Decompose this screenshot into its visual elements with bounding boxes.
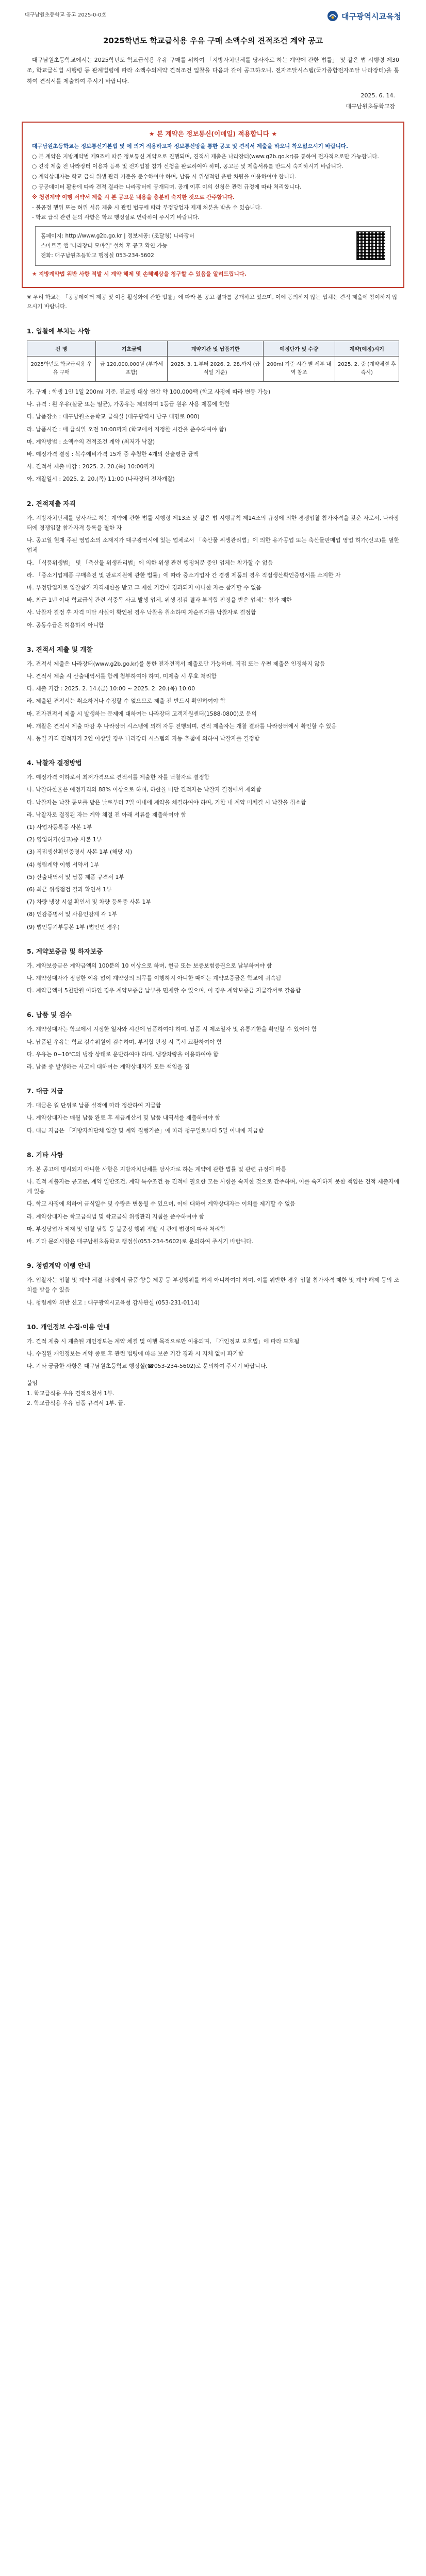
table-header: 계약(예정)시기 (335, 341, 399, 357)
list-item: 가. 입찰자는 입찰 및 계약 체결 과정에서 금품·향응 제공 등 부정행위를 하지 아니하여야 하며, 이를 위반한 경우 입찰 참가자격 제한 및 계약 해제 등의 조치를 받을 수 있음 (27, 1277, 399, 1294)
attachments-block (0, 1378, 426, 1408)
list-item: 나. 규격 : 흰 우유(살균 또는 멸균), 가공유는 제외하며 1등급 원유 사용 제품에 한함 (27, 401, 230, 408)
list-item: 나. 수집된 개인정보는 계약 종료 후 관련 법령에 따른 보존 기간 경과 시 지체 없이 파기함 (27, 1350, 243, 1358)
section-heading: 3. 견적서 제출 및 개찰 (27, 645, 93, 653)
list-item: 나. 계약상대자는 매월 납품 완료 후 세금계산서 및 납품 내역서를 제출하여야 함 (27, 1114, 220, 1122)
table-cell: 2025. 3. 1.부터 2026. 2. 28.까지 (급식일 기준) (168, 357, 263, 382)
page-title: 2025학년도 학교급식용 우유 구매 소액수의 견적조건 계약 공고 (103, 36, 323, 45)
list-item: 가. 본 공고에 명시되지 아니한 사항은 지방자치단체를 당사자로 하는 계약에 관한 법률 및 관련 규정에 따름 (27, 1165, 287, 1173)
list-item: 사. 견적서 제출 마감 : 2025. 2. 20.(목) 10:00까지 (27, 463, 155, 470)
table-cell: 2025학년도 학교급식용 우유 구매 (27, 357, 96, 382)
list-item: 라. 제출된 견적서는 취소하거나 수정할 수 없으므로 제출 전 반드시 확인하여야 함 (27, 698, 226, 705)
list-item: 가. 계약상대자는 학교에서 지정한 일자와 시간에 납품하여야 하며, 납품 시 제조일자 및 유통기한을 확인할 수 있어야 함 (27, 1026, 317, 1033)
list-item: (8) 인감증명서 및 사용인감계 각 1부 (27, 911, 117, 918)
contact-subbox (35, 226, 391, 265)
list-item: 나. 납품된 우유는 학교 검수위원이 검수하며, 부적합 판정 시 즉시 교환하여야 함 (27, 1038, 222, 1045)
list-item: 다. 학교 사정에 의하여 급식일수 및 수량은 변동될 수 있으며, 이에 대하여 계약상대자는 이의를 제기할 수 없음 (27, 1200, 296, 1208)
contact-line[interactable]: 홈페이지: http://www.g2b.go.kr | 정보제공: (조달청) 나라장터 (41, 233, 194, 240)
notice-box (22, 122, 404, 289)
table-header: 예정단가 및 수량 (263, 341, 335, 357)
notice-line: ○ 계약상대자는 학교 급식 위생 관리 기준을 준수하여야 하며, 납품 시 위생적인 운반 차량을 이용하여야 합니다. (32, 174, 297, 180)
list-item: 마. 전자견적서 제출 시 발생하는 문제에 대하여는 나라장터 고객지원센터(1588-0800)로 문의 (27, 710, 257, 717)
section-1 (0, 326, 426, 484)
section-8 (0, 1150, 426, 1246)
list-item: 나. 계약상대자가 정당한 이유 없이 계약상의 의무를 이행하지 아니한 때에는 계약보증금은 학교에 귀속됨 (27, 974, 282, 981)
list-item: 가. 견적서 제출은 나라장터(www.g2b.go.kr)를 통한 전자견적서 제출로만 가능하며, 직접 또는 우편 제출은 인정하지 않음 (27, 660, 325, 667)
list-item: 나. 청렴계약 위반 신고 : 대구광역시교육청 감사관실 (053-231-0114) (27, 1299, 200, 1306)
list-item: 바. 예정가격 결정 : 복수예비가격 15개 중 추첨한 4개의 산술평균 금액 (27, 451, 199, 458)
table-cell: 금 120,000,000원 (부가세 포함) (95, 357, 168, 382)
education-office-logo (327, 10, 401, 22)
list-item: (1) 사업자등록증 사본 1부 (27, 823, 92, 831)
list-item: 라. 계약상대자는 학교급식법 및 학교급식 위생관리 지침을 준수하여야 함 (27, 1213, 204, 1220)
list-item: 나. 낙찰하한율은 예정가격의 88% 이상으로 하며, 하한율 미만 견적자는 낙찰자 결정에서 제외함 (27, 786, 261, 793)
contact-line: 전화: 대구남원초등학교 행정실 053-234-5602 (41, 252, 154, 259)
list-item: 다. 제출 기간 : 2025. 2. 14.(금) 10:00 ~ 2025. 2. 20.(목) 10:00 (27, 685, 195, 692)
attachments-title: 붙임 (27, 1380, 38, 1387)
attachment-item[interactable]: 1. 학교급식용 우유 견적요청서 1부. (27, 1389, 114, 1397)
bid-item-table (27, 341, 399, 382)
attachment-item[interactable]: 2. 학교급식용 우유 납품 규격서 1부. 끝. (27, 1400, 125, 1407)
table-header: 건 명 (27, 341, 96, 357)
list-item: 사. 낙찰자 결정 후 자격 미달 사실이 확인될 경우 낙찰을 취소하며 차순위자를 낙찰자로 결정함 (27, 609, 256, 616)
list-item: 바. 개찰은 견적서 제출 마감 후 나라장터 시스템에 의해 자동 진행되며, 견적 제출자는 개찰 결과를 나라장터에서 확인할 수 있음 (27, 722, 337, 730)
list-item: 다. 「식품위생법」 및 「축산물 위생관리법」에 의한 위생 관련 행정처분 중인 업체는 참가할 수 없음 (27, 559, 273, 566)
section-3 (0, 645, 426, 743)
section-9 (0, 1261, 426, 1308)
section-5 (0, 946, 426, 996)
notice-line: - 학교 급식 관련 문의 사항은 학교 행정실로 연락하여 주시기 바랍니다. (32, 214, 200, 221)
section-10 (0, 1322, 426, 1371)
list-item: 라. 「중소기업제품 구매촉진 및 판로지원에 관한 법률」에 따라 중소기업자 간 경쟁 제품의 경우 직접생산확인증명서를 소지한 자 (27, 571, 341, 579)
signature-date: 2025. 6. 14. (361, 92, 395, 99)
notice-line: 대구남원초등학교는 정보통신기본법 및 에 의거 적용하고자 정보통신망을 통한 공고 및 견적서 제출을 하오니 착오없으시기 바랍니다. (32, 143, 349, 149)
list-item: (5) 산출내역서 및 납품 제품 규격서 1부 (27, 873, 124, 880)
notice-line: ○ 본 계약은 지방계약법 제9조에 따른 정보통신 계약으로 진행되며, 견적서 제출은 나라장터(www.g2b.go.kr)를 통하여 전자적으로만 가능합니다. (32, 153, 379, 160)
list-item: 다. 계약금액이 5천만원 이하인 경우 계약보증금 납부를 면제할 수 있으며, 이 경우 계약보증금 지급각서로 갈음함 (27, 987, 301, 994)
list-item: (4) 청렴계약 이행 서약서 1부 (27, 861, 100, 868)
list-item: (2) 영업허가(신고)증 사본 1부 (27, 836, 102, 843)
table-header-row (27, 341, 399, 357)
list-item: 아. 공동수급은 허용하지 아니함 (27, 621, 104, 629)
list-item: 바. 최근 1년 이내 학교급식 관련 식중독 사고 발생 업체, 위생 점검 결과 부적합 판정을 받은 업체는 참가 제한 (27, 597, 292, 604)
list-item: 라. 납품시간 : 매 급식일 오전 10:00까지 (학교에서 지정한 시간을 준수하여야 함) (27, 426, 226, 433)
section-heading: 7. 대금 지급 (27, 1087, 63, 1095)
contact-line: 스마트폰 앱 '나라장터 모바일' 설치 후 공고 확인 가능 (41, 242, 168, 249)
section-heading: 4. 낙찰자 결정방법 (27, 759, 82, 767)
section-2 (0, 499, 426, 630)
list-item: 사. 동일 가격 견적자가 2인 이상일 경우 나라장터 시스템의 자동 추첨에 의하여 낙찰자를 결정함 (27, 735, 260, 742)
list-item: 라. 낙찰자로 결정된 자는 계약 체결 전 아래 서류를 제출하여야 함 (27, 811, 186, 818)
list-item: 가. 지방자치단체를 당사자로 하는 계약에 관한 법률 시행령 제13조 및 같은 법 시행규칙 제14조의 규정에 의한 경쟁입찰 참가자격을 갖춘 자로서, 나라장터에 경쟁입찰 참가자격 등록을 필한 자 (27, 514, 399, 531)
section-7 (0, 1086, 426, 1136)
table-header: 계약기간 및 납품기한 (168, 341, 263, 357)
notice-line: ★ 지방계약법 위반 사항 적발 시 계약 해제 및 손해배상을 청구할 수 있음을 알려드립니다. (32, 270, 247, 277)
qr-code-icon (356, 231, 385, 260)
list-item: (7) 차량 냉장 시설 확인서 및 차량 등록증 사본 1부 (27, 899, 151, 906)
notice-title: ★ 본 계약은 정보통신(이메일) 적용합니다 ★ (149, 129, 277, 138)
section-heading: 10. 개인정보 수집·이용 안내 (27, 1323, 110, 1331)
list-item: (3) 직접생산확인증명서 사본 1부 (해당 시) (27, 849, 133, 856)
list-item: 다. 우유는 0~10℃의 냉장 상태로 운반하여야 하며, 냉장차량을 이용하여야 함 (27, 1050, 219, 1058)
notice-line: - 불공정 행위 또는 허위 서류 제출 시 관련 법규에 따라 부정당업자 제재 처분을 받을 수 있습니다. (32, 204, 262, 211)
list-item: (9) 법인등기부등본 1부 (법인인 경우) (27, 923, 120, 930)
list-item: 가. 구매 : 학생 1인 1일 200ml 기준, 전교생 대상 연간 약 100,000팩 (학교 사정에 따라 변동 가능) (27, 388, 271, 396)
signature-org: 대구남원초등학교장 (346, 103, 395, 110)
section-heading: 5. 계약보증금 및 하자보증 (27, 947, 103, 955)
section-heading: 1. 입찰에 부치는 사항 (27, 327, 91, 335)
signature-block (0, 87, 426, 112)
list-item: 다. 낙찰자는 낙찰 통보를 받은 날로부터 7일 이내에 계약을 체결하여야 하며, 기한 내 계약 미체결 시 낙찰을 취소함 (27, 799, 306, 806)
list-item: 마. 부정당업자로 입찰참가 자격제한을 받고 그 제한 기간이 경과되지 아니한 자는 참가할 수 없음 (27, 584, 261, 591)
list-item: 라. 납품 중 발생하는 사고에 대하여는 계약상대자가 모든 책임을 짐 (27, 1063, 190, 1070)
list-item: 나. 견적서 제출 시 산출내역서를 함께 첨부하여야 하며, 미제출 시 무효 처리함 (27, 672, 217, 680)
list-item: 아. 개찰일시 : 2025. 2. 20.(목) 11:00 (나라장터 전자개찰) (27, 476, 175, 483)
intro-paragraph: 대구남원초등학교에서는 2025학년도 학교급식용 우유 구매를 위하여 「지방자치단체를 당사자로 하는 계약에 관한 법률」 및 같은 법 시행령 제30조, 학교급식법 시행령 등 관계법령에 따라 소액수의계약 견적조건 입찰을 다음과 같이 공고하오니, 전자조달시스템(국가종합전자조달 나라장터)을 통하여 견적서를 제출하여 주시기 바랍니다. (27, 57, 399, 84)
section-heading: 9. 청렴계약 이행 안내 (27, 1262, 91, 1270)
list-item: 가. 계약보증금은 계약금액의 100분의 10 이상으로 하며, 현금 또는 보증보험증권으로 납부하여야 함 (27, 962, 272, 969)
notice-line: ○ 공공데이터 활용에 따라 견적 결과는 나라장터에 공개되며, 공개 이후 이의 신청은 관련 규정에 따라 처리합니다. (32, 184, 302, 190)
table-cell: 2025. 2. 중 (계약체결 후 즉시) (335, 357, 399, 382)
data-policy-note: ※ 우리 학교는 「공공데이터 제공 및 이용 활성화에 관한 법률」에 따라 본 공고 결과를 공개하고 있으며, 이에 동의하지 않는 업체는 견적 제출에 참여하지 않으시기 바랍니다. (27, 294, 398, 310)
list-item: 가. 예정가격 이하로서 최저가격으로 견적서를 제출한 자를 낙찰자로 결정함 (27, 774, 210, 781)
logo-mark-icon (327, 10, 338, 22)
list-item: 바. 기타 문의사항은 대구남원초등학교 행정실(053-234-5602)로 문의하여 주시기 바랍니다. (27, 1238, 254, 1245)
list-item: 가. 견적 제출 시 제출된 개인정보는 계약 체결 및 이행 목적으로만 이용되며, 「개인정보 보호법」에 따라 보호됨 (27, 1337, 300, 1345)
list-item: 나. 공고일 현재 주된 영업소의 소재지가 대구광역시에 있는 업체로서 「축산물 위생관리법」에 의한 유가공업 또는 축산물판매업 영업 허가(신고)를 필한 업체 (27, 537, 399, 554)
doc-number: 대구남원초등학교 공고 2025-0-0호 (25, 12, 107, 18)
document-header (0, 0, 426, 22)
section-heading: 6. 납품 및 검수 (27, 1011, 72, 1019)
list-item: 다. 대금 지급은 「지방자치단체 입찰 및 계약 집행기준」에 따라 청구일로부터 5일 이내에 지급함 (27, 1127, 264, 1134)
list-item: 다. 기타 궁금한 사항은 대구남원초등학교 행정실(☎053-234-5602)로 문의하여 주시기 바랍니다. (27, 1363, 268, 1370)
table-header: 기초금액 (95, 341, 168, 357)
section-6 (0, 1010, 426, 1072)
section-heading: 8. 기타 사항 (27, 1150, 63, 1159)
table-cell: 200ml 기준 시간 별 세부 내역 참조 (263, 357, 335, 382)
list-item: 마. 부정당업자 제재 및 입찰 담합 등 불공정 행위 적발 시 관계 법령에 따라 처리함 (27, 1225, 226, 1232)
list-item: (6) 최근 위생점검 결과 확인서 1부 (27, 886, 112, 893)
logo-text: 대구광역시교육청 (341, 11, 401, 21)
notice-line: ○ 견적 제출 전 나라장터 이용자 등록 및 전자입찰 참가 신청을 완료하여야 하며, 공고문 및 제출서류를 반드시 숙지하시기 바랍니다. (32, 163, 343, 170)
table-row (27, 357, 399, 382)
section-4 (0, 758, 426, 932)
section-heading: 2. 견적제출 자격 (27, 499, 76, 507)
list-item: 가. 대금은 월 단위로 납품 실적에 따라 정산하여 지급함 (27, 1102, 161, 1109)
notice-line: ※ 청렴계약 이행 서약서 제출 시 본 공고문 내용을 충분히 숙지한 것으로 간주합니다. (32, 194, 235, 200)
list-item: 마. 계약방법 : 소액수의 견적조건 계약 (최저가 낙찰) (27, 438, 155, 445)
list-item: 나. 견적 제출자는 공고문, 계약 일반조건, 계약 특수조건 등 견적에 필요한 모든 사항을 숙지한 것으로 간주하며, 이를 숙지하지 못한 책임은 견적 제출자에게 있음 (27, 1178, 400, 1195)
list-item: 다. 납품장소 : 대구남원초등학교 급식실 (대구광역시 남구 대명로 000) (27, 413, 200, 420)
